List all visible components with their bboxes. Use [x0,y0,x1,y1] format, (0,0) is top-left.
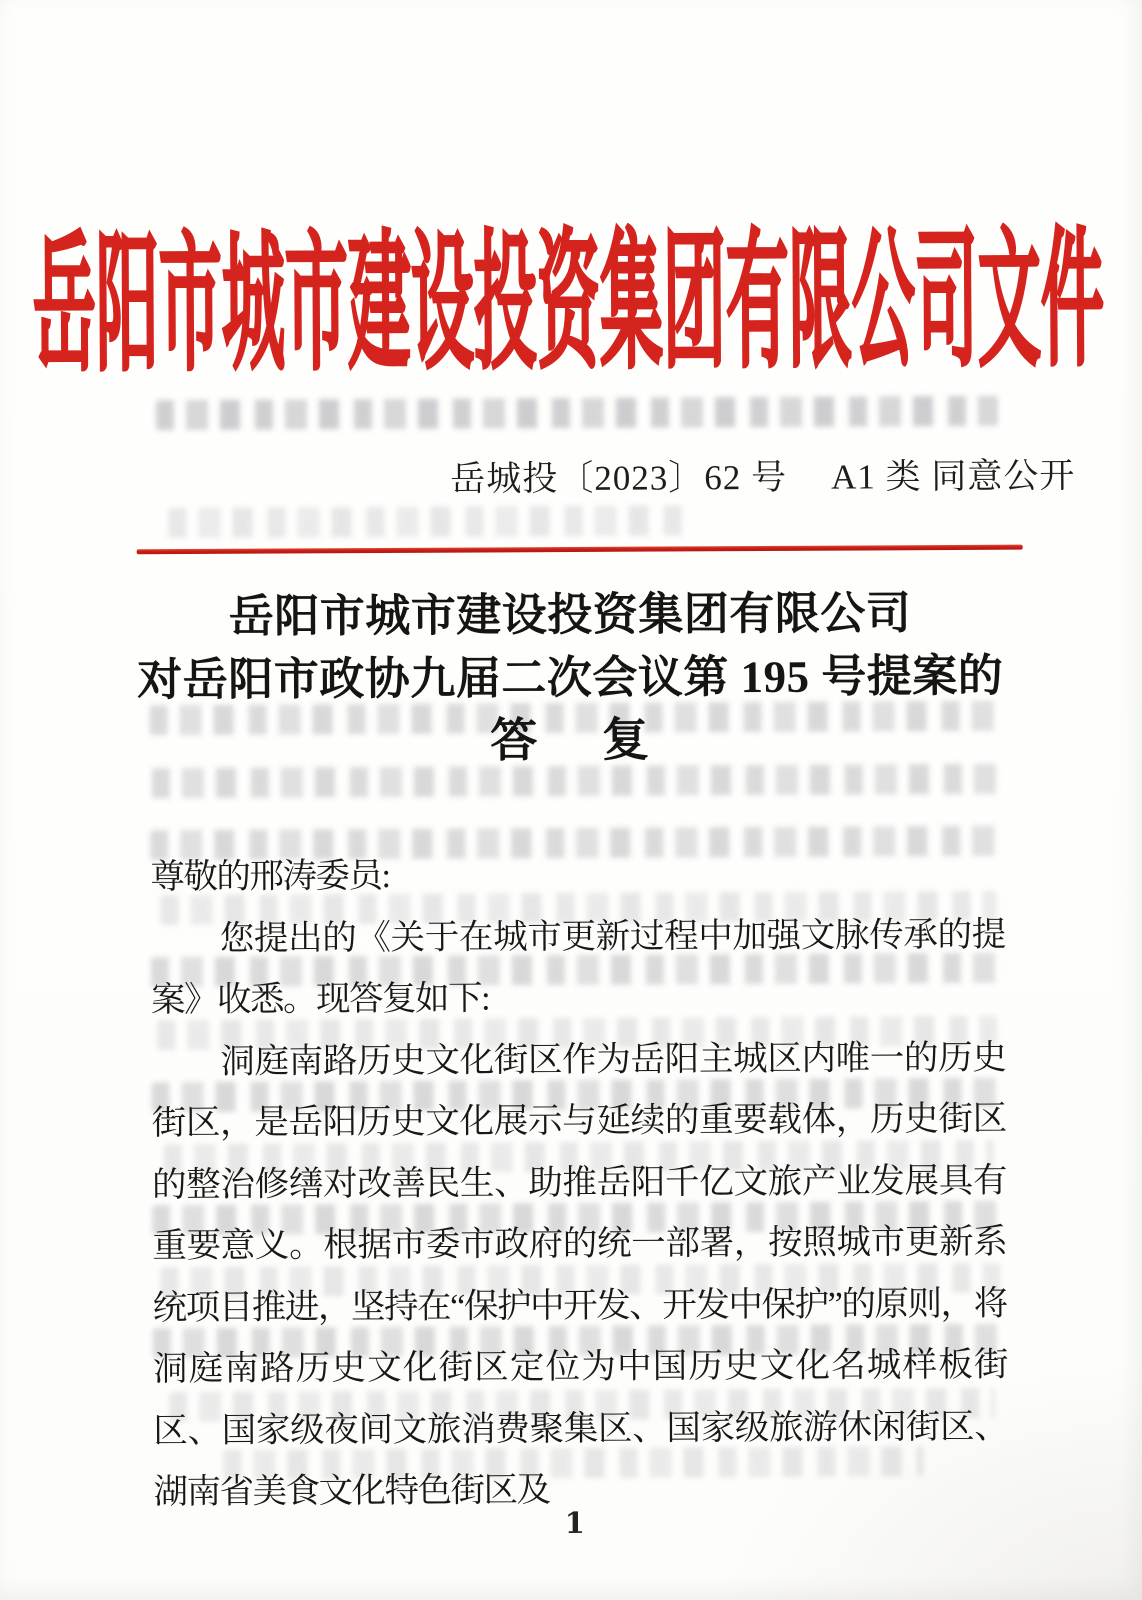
bleedthrough-row [168,505,688,538]
body-paragraph: 洞庭南路历史文化街区作为岳阳主城区内唯一的历史街区，是岳阳历史文化展示与延续的重要载体，历史街区的整治修缮对改善民生、助推岳阳千亿文旅产业发展具有重要意义。根据市委市政府的统一部署，按照城市更新系统项目推进，坚持在“保护中开发、开发中保护”的原则，将洞庭南路历史文化街区定位为中国历史文化名城样板街区、国家级夜间文旅消费聚集区、国家级旅游休闲街区、湖南省美食文化特色街区及 [151,1038,1008,1512]
letterhead-title: 岳阳市城市建设投资集团有限公司文件 [32,218,1105,390]
title-line-3: 答 复 [490,714,652,768]
page-number: 1 [564,1505,585,1541]
document-number: 岳城投〔2023〕62 号 [450,457,788,499]
body-paragraph: 您提出的《关于在城市更新过程中加强文脉传承的提案》收悉。现答复如下: [150,915,1005,1020]
bleedthrough-row [156,396,998,430]
title-line-2: 对岳阳市政协九届二次会议第 195 号提案的 [137,650,1004,706]
document-meta-line [450,448,1075,501]
red-separator-rule [137,545,1023,555]
classification-label: A1 类 同意公开 [830,456,1076,497]
letter-body [150,843,1008,1524]
title-line-1: 岳阳市城市建设投资集团有限公司 [228,588,912,642]
salutation: 尊敬的邢涛委员: [150,856,390,897]
document-title [0,581,1142,776]
